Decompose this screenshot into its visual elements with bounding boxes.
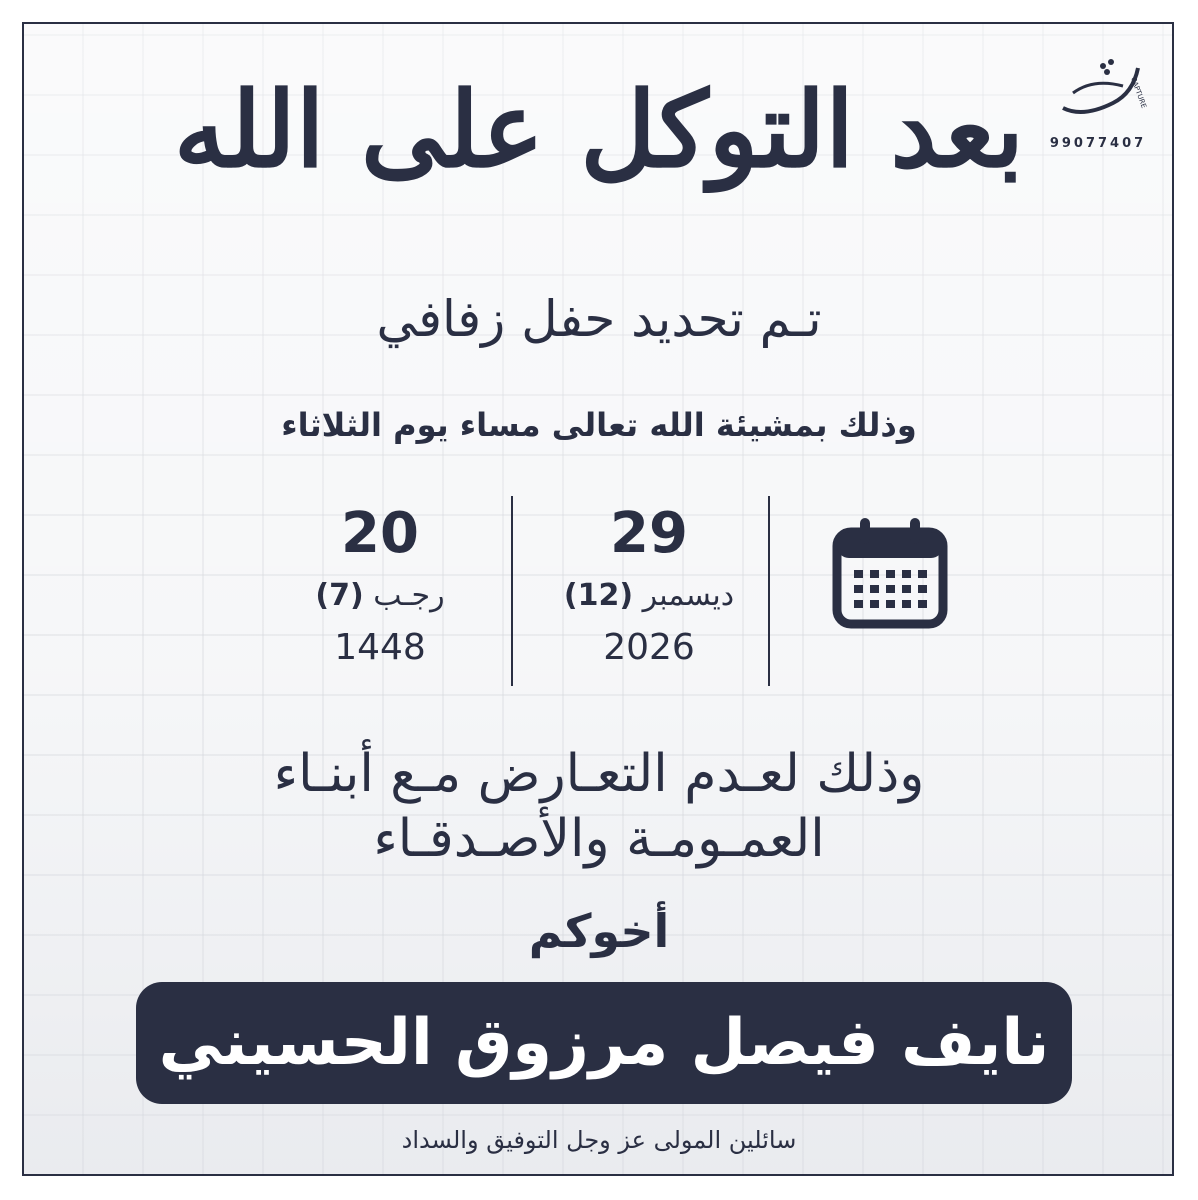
subtitle: تـم تحديد حفل زفافي (376, 290, 822, 348)
hijri-month (270, 578, 490, 613)
calendar-icon (832, 518, 948, 630)
host-name: نايف فيصل مرزوق الحسيني (158, 1006, 1050, 1080)
gregorian-year: 2026 (603, 627, 695, 668)
date-divider (511, 496, 513, 686)
gregorian-month-num: (12) (563, 578, 634, 613)
hijri-date (270, 496, 490, 668)
signature-label: أخوكم (528, 904, 670, 958)
logo-word: CAPTURE (1129, 75, 1148, 110)
footer-prayer: سائلين المولى عز وجل التوفيق والسداد (401, 1126, 797, 1154)
reason-text (0, 742, 1198, 872)
gregorian-date (539, 496, 759, 668)
hijri-month-num: (7) (315, 578, 364, 613)
hijri-day: 20 (341, 501, 419, 566)
date-divider (768, 496, 770, 686)
gregorian-month (539, 578, 759, 613)
hijri-year: 1448 (334, 627, 426, 668)
intro-line: وذلك بمشيئة الله تعالى مساء يوم الثلاثاء (281, 406, 917, 444)
reason-line-1: وذلك لعـدم التعـارض مـع أبنـاء (273, 744, 925, 804)
date-row (0, 496, 1198, 686)
gregorian-day: 29 (610, 501, 688, 566)
gregorian-month-name: ديسمبر (642, 578, 735, 613)
hijri-month-name: رجـب (373, 578, 445, 613)
calligraphy-title: بعد التوكل على الله (173, 68, 1025, 191)
reason-line-2: العمـومـة والأصـدقـاء (373, 809, 825, 869)
logo-phone: 99077407 (1049, 136, 1147, 151)
name-banner (136, 982, 1072, 1104)
